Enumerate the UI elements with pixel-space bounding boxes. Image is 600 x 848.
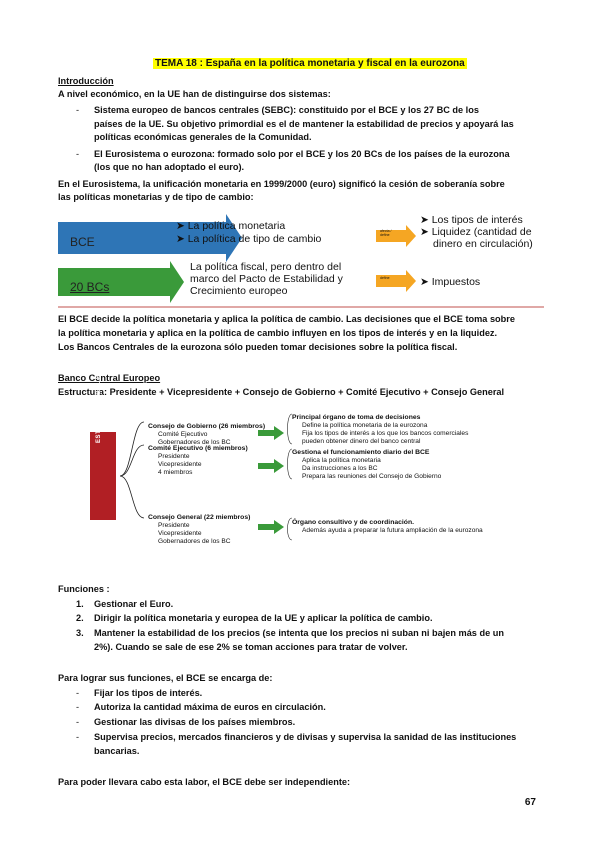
encarga-item: Gestionar las divisas de los países miembros. bbox=[94, 717, 296, 727]
paragraph-line: En el Eurosistema, la unificación monetaria en 1999/2000 (euro) significó la cesión de soberanía sobre bbox=[58, 179, 505, 189]
connector-line bbox=[120, 422, 144, 476]
encarga-item: Fijar los tipos de interés. bbox=[94, 688, 203, 698]
desc-comite-ejecutivo: Gestiona el funcionamiento diario del BCE Aplica la política monetaria Da instrucciones a los BC Prepara las reuniones del Consejo de Gobierno bbox=[292, 449, 442, 480]
green-arrow bbox=[258, 520, 284, 534]
row1-outputs: ➤ Los tipos de interés ➤ Liquidez (cantidad de dinero en circulación) bbox=[420, 214, 533, 250]
paragraph-line: las políticas monetarias y de tipo de cambio: bbox=[58, 192, 254, 202]
funcion-item-line2: 2%). Cuando se sale de ese 2% se toman acciones para tratar de volver. bbox=[94, 642, 408, 652]
page-title: TEMA 18 : España en la política monetaria y fiscal en la eurozona bbox=[155, 58, 465, 69]
intro-line: A nivel económico, en la UE han de distinguirse dos sistemas: bbox=[58, 89, 331, 99]
row2-outputs: ➤ Impuestos bbox=[420, 276, 481, 288]
arrow-bullet-icon: ➤ bbox=[176, 220, 188, 232]
page-number: 67 bbox=[524, 797, 536, 808]
paragraph-line: El BCE decide la política monetaria y aplica la política de cambio. Las decisiones que el BCE toma sobre bbox=[58, 314, 515, 324]
row1-items: ➤ La política monetaria ➤ La política de tipo de cambio bbox=[176, 220, 322, 245]
green-arrow bbox=[258, 459, 284, 473]
dash-mark: - bbox=[76, 717, 80, 727]
paragraph-line: Los Bancos Centrales de la eurozona sólo pueden tomar decisiones sobre la política fiscal. bbox=[58, 342, 458, 352]
encarga-item-line2: bancarias. bbox=[94, 746, 140, 756]
row2-text: La política fiscal, pero dentro del marco del Pacto de Estabilidad y Crecimiento europeo bbox=[190, 261, 343, 297]
desc-consejo-gobierno: Principal órgano de toma de decisiones Define la política monetaria de la eurozona Fija los tipos de interés a los que los bancos comerciales pueden obtener dinero del banco central bbox=[292, 414, 469, 445]
final-line: Para poder llevara cabo esta labor, el BCE debe ser independiente: bbox=[58, 777, 351, 787]
group-comite-ejecutivo: Comité Ejecutivo (6 miembros) Presidente Vicepresidente 4 miembros bbox=[148, 445, 248, 476]
desc-consejo-general: Órgano consultivo y de coordinación. Además ayuda a preparar la futura ampliación de la eurozona bbox=[292, 519, 483, 534]
side-label: ESTRUCTURA DEL BCE bbox=[96, 364, 102, 443]
side-bar bbox=[90, 432, 116, 520]
group-consejo-general: Consejo General (22 miembros) Presidente Vicepresidente Gobernadores de los BC bbox=[148, 514, 251, 545]
bcs-label: 20 BCs bbox=[70, 280, 110, 294]
bullet-sebc-line2: países de la UE. Su objetivo primordial es el de mantener la estabilidad de precios y apoyará las bbox=[94, 119, 514, 129]
bullet-sebc-line3: políticas económicas generales de la Comunidad. bbox=[94, 132, 312, 142]
paragraph-line: la política monetaria y aplica en la política de cambio influyen en los tipos de interés y en la liquidez. bbox=[58, 328, 498, 338]
estructura-line: Estructura: Presidente + Vicepresidente + Consejo de Gobierno + Comité Ejecutivo + Consejo General bbox=[58, 387, 505, 397]
dash-mark: - bbox=[76, 732, 80, 742]
encarga-item: Autoriza la cantidad máxima de euros en circulación. bbox=[94, 702, 326, 712]
group-consejo-gobierno: Consejo de Gobierno (26 miembros) Comité Ejecutivo Gobernadores de los BC bbox=[148, 423, 266, 446]
bce-label: BCE bbox=[70, 235, 95, 249]
bullet-sebc: Sistema europeo de bancos centrales (SEBC): constituido por el BCE y los 27 BC de los bbox=[94, 105, 479, 115]
encarga-item: Supervisa precios, mercados financieros y de divisas y supervisa la sanidad de las instituciones bbox=[94, 732, 517, 742]
funcion-item: 1. Gestionar el Euro. bbox=[76, 599, 174, 609]
encarga-intro: Para lograr sus funciones, el BCE se encarga de: bbox=[58, 673, 273, 683]
bullet-eurosistema-line2: (los que no han adoptado el euro). bbox=[94, 162, 245, 172]
arrow-bullet-icon: ➤ bbox=[420, 276, 432, 288]
dash-mark: - bbox=[76, 702, 80, 712]
funciones-heading: Funciones : bbox=[58, 584, 110, 594]
intro-heading: Introducción bbox=[58, 76, 114, 86]
arrow-bullet-icon: ➤ bbox=[420, 226, 432, 238]
bullet-eurosistema: El Eurosistema o eurozona: formado solo por el BCE y los 20 BCs de los países de la eurozona bbox=[94, 149, 510, 159]
connector-line bbox=[120, 476, 144, 518]
funcion-item: 3. Mantener la estabilidad de los precios (se intenta que los precios ni suban ni bajen más de un bbox=[76, 628, 504, 638]
bce-heading: Banco Central Europeo bbox=[58, 373, 161, 383]
dash-mark: - bbox=[76, 688, 80, 698]
orange-arrow-text: afecta / define bbox=[380, 229, 392, 237]
arrow-bullet-icon: ➤ bbox=[176, 233, 188, 245]
funcion-item: 2. Dirigir la política monetaria y europea de la UE y aplicar la política de cambio. bbox=[76, 613, 433, 623]
arrow-bullet-icon: ➤ bbox=[420, 214, 432, 226]
dash-mark: - bbox=[76, 105, 80, 115]
orange-arrow-text: define bbox=[380, 276, 390, 280]
dash-mark: - bbox=[76, 149, 80, 159]
orange-arrow-2 bbox=[376, 270, 416, 292]
